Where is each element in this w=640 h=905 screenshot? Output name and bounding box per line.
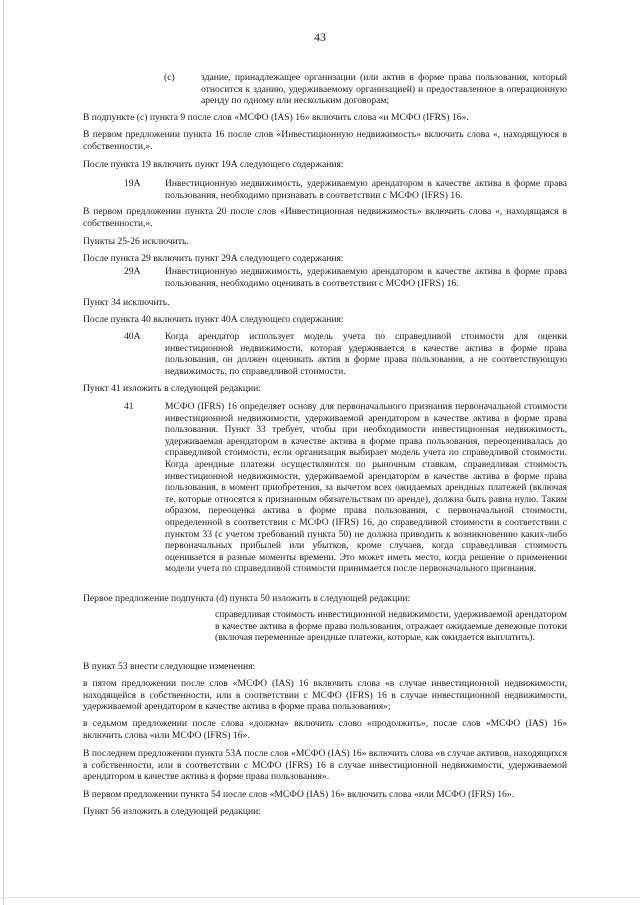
paragraph-25-26: Пункты 25-26 исключить. — [83, 236, 189, 247]
paragraph-para56: Пункт 56 изложить в следующей редакции: — [83, 806, 261, 817]
paragraph-para53-intro: В пункт 53 внести следующие изменения: — [83, 661, 256, 672]
scan-bottom-edge — [0, 897, 640, 898]
item-40a-text: Когда арендатор использует модель учета по справедливой стоимости для оценки инвестиционной недвижимости, которая удерживается в качестве актива в форме права пользования, он должен оценивать актив в форме права пользования, а не соответствующую недвижимость, по справедливой стоимости. — [165, 331, 567, 377]
item-29a-text: Инвестиционную недвижимость, удерживаемую арендатором в качестве актива в форме права пользования, необходимо оценивать в соответствии с МСФО (IFRS) 16. — [165, 266, 567, 289]
paragraph-para53a: В последнем предложении пункта 53А после слов «МСФО (IAS) 16» включить слова «в случае активов, находящихся в собственности, или в соответствии с МСФО (IFRS) 16 в случае инвестиционной недвижимости, удерживаемой арендатором в качестве актива в форме права пользования». — [83, 748, 567, 783]
item-c-text: здание, принадлежащее организации (или актив в форме права пользования, который относится к зданию, удерживаемому организацией) и предоставленное в операционную аренду по одному или нескольким договорам; — [201, 72, 567, 107]
item-label-29a: 29А — [124, 266, 141, 277]
paragraph-para53-seventh: в седьмом предложении после слова «должна» включить слово «продолжить», после слов «МСФО (IAS) 16» включить слова «или МСФО (IFRS) 16». — [83, 718, 567, 741]
item-19a-text: Инвестиционную недвижимость, удерживаемую арендатором в качестве актива в форме права пользования, необходимо признавать в соответствии с МСФО (IFRS) 16. — [165, 178, 567, 201]
paragraph-para34: Пункт 34 исключить. — [83, 297, 170, 308]
item-label-c: (с) — [164, 72, 175, 83]
item-label-40a: 40А — [124, 331, 141, 342]
page-number: 43 — [314, 30, 326, 44]
paragraph-para54: В первом предложении пункта 54 после слов «МСФО (IAS) 16» включить слова «или МСФО (IFRS) 16». — [83, 789, 515, 800]
scan-edge — [3, 0, 4, 905]
paragraph-para20: В первом предложении пункта 20 после слов «Инвестиционная недвижимость» включить слова «, находящаяся в собственности,». — [83, 206, 567, 229]
item-50d-text: справедливая стоимость инвестиционной недвижимости, удерживаемой арендатором в качестве актива в форме права пользования, отражает ожидаемые денежные потоки (включая переменные арендные платежи, которые, как ожидается выплатить). — [215, 609, 567, 644]
paragraph-para16: В первом предложении пункта 16 после слов «Инвестиционную недвижимость» включить слова «, находящуюся в собственности,». — [83, 129, 567, 152]
paragraph-para41-intro: Пункт 41 изложить в следующей редакции: — [83, 383, 261, 394]
paragraph-para50-intro: Первое предложение подпункта (d) пункта 50 изложить в следующей редакции: — [83, 593, 411, 604]
item-label-19a: 19А — [124, 178, 141, 189]
paragraph-after-40: После пункта 40 включить пункт 40А следующего содержания: — [83, 314, 344, 325]
item-label-41: 41 — [124, 401, 134, 412]
paragraph-para53-fifth: в пятом предложении после слов «МСФО (IAS) 16 включить слова «в случае инвестиционной недвижимости, находящейся в собственности, или в соответствии с МСФО (IFRS) 16 в случае инвестиционной недвижимости, удерживаемой арендатором в качестве актива в форме права пользования»; — [83, 678, 567, 713]
item-41-text: МСФО (IFRS) 16 определяет основу для первоначального признания первоначальной стоимости инвестиционной недвижимости, удерживаемой арендатором в качестве актива в форме права пользования. Пункт 33 требует, чтобы при необходимости инвестиционная недвижимость, удерживаемая арендатором в качестве актива в форме права пользования, переоценивалась до справедливой стоимости, если организация выбирает модель учета по справедливой стоимости. Когда арендные платежи осуществляются по рыночным ставкам, справедливая стоимость инвестиционной недвижимости, удерживаемой арендатором в качестве актива в форме права пользования, в момент приобретения, за вычетом всех ожидаемых арендных платежей (включая те, которые относятся к признанным обязательствам по аренде), должна быть равна нулю. Таким образом, переоценка актива в форме права пользования, с первоначальной стоимости, определенной в соответствии с МСФО (IFRS) 16, до справедливой стоимости в соответствии с пунктом 33 (с учетом требований пункта 50) не должна приводить к возникновению каких-либо первоначальных прибылей или убытков, кроме случаев, когда справедливая стоимость оценивается в разные моменты времени. Это может иметь место, когда решение о применении модели учета по справедливой стоимости принимается после первоначального признания. — [165, 401, 567, 575]
paragraph-after-29: После пункта 29 включить пункт 29А следующего содержания: — [83, 253, 344, 264]
paragraph-para9: В подпункте (с) пункта 9 после слов «МСФО (IAS) 16» включить слова «и МСФО (IFRS) 16». — [83, 112, 469, 123]
paragraph-after-19: После пункта 19 включить пункт 19А следующего содержания: — [83, 159, 344, 170]
